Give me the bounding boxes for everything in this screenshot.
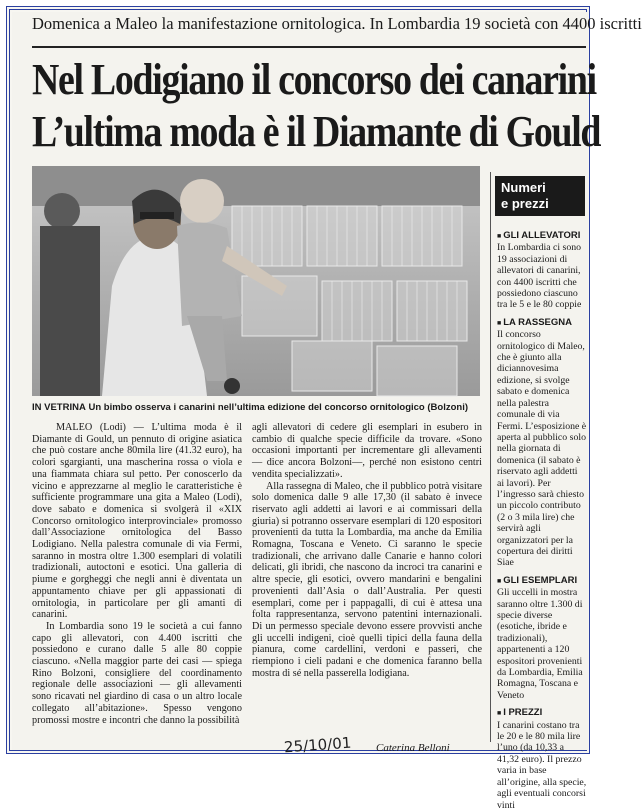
- photo-caption: [32, 402, 480, 414]
- article-column-2: [252, 422, 482, 679]
- sidebar-section-text: Il concorso ornitologico di Maleo, che è giunto alla diciannovesima edizione, si svolge sabato e domenica nella palestra comunale di via Fermi. L’esposizione è aperta al pubblico solo nella giornata di domenica (il sabato è riservato agli addetti ai lavori). Per l’ingresso sarà chiesto un piccolo contributo (2 o 3 mila lire) che servirà agli organizzatori per la copertura dei diritti Siae: [497, 329, 587, 569]
- article-column-1: [32, 422, 242, 726]
- newspaper-clipping: [12, 12, 642, 811]
- sidebar-section-text: In Lombardia ci sono 19 associazioni di allevatori di canarini, con 4400 iscritti che possiedono ciascuno tra le 5 e le 80 coppie: [497, 242, 582, 311]
- paragraph: agli allevatori di cedere gli esemplari in esubero in cambio di qualche specie difficile da trovare. «Sono occasioni importanti per incrementare gli allevamenti — dice ancora Bolzoni—, perché non esistono centri vendita specializzati».: [252, 422, 482, 480]
- sidebar-section-text: Gli uccelli in mostra saranno oltre 1.300 di specie diverse (esotiche, ibride e tradizionali), appartenenti a 120 espositori provenienti da Lombardia, Emilia Romagna, Toscana e Veneto: [497, 587, 583, 701]
- sidebar-title: [495, 176, 585, 216]
- sidebar-title-line-1: Numeri: [501, 180, 546, 195]
- caption-lead: IN VETRINA: [32, 402, 86, 413]
- sidebar-body: [497, 224, 587, 811]
- headline-line-2: L’ultima moda è il Diamante di Gould: [32, 107, 601, 156]
- paragraph: MALEO (Lodi) — L’ultima moda è il Diamante di Gould, un pennuto di origine asiatica che può costare anche 80mila lire (41.32 euro), ha colori sgargianti, una mascherina rossa o viola e una fiammata chiara sul petto. Per conoscerlo da vicino e apprezzarne al meglio le caratteristiche è sufficiente programmare una gita a Maleo (Lodi), dove sabato e domenica si svolgerà il «XIX Concorso ornitologico interprovinciale» promosso dall’Associazione ornitologica del Basso Lodigiano. Nella palestra comunale di via Fermi, saranno in mostra oltre 1.300 esemplari di volatili tradizionali, autoctoni e esotici. Una galleria di piume e gorgheggi che negli anni è diventata un appuntamento chiave per gli appassionati di ornitologia, in particolare per gli amanti di canarini.: [32, 422, 242, 621]
- sidebar-title-line-2: e prezzi: [501, 196, 549, 211]
- sidebar-section-text: I canarini costano tra le 20 e le 80 mila lire l’uno (da 10,33 a 41,32 euro). Il prezzo varia in base all’origine, alla specie, agli eventuali concorsi vinti: [497, 719, 587, 811]
- author-signature: Caterina Belloni: [376, 742, 450, 754]
- sidebar-section-title: ■ GLI ALLEVATORI: [497, 230, 587, 242]
- sidebar-section-title: ■ GLI ESEMPLARI: [497, 575, 587, 587]
- caption-text: Un bimbo osserva i canarini nell’ultima edizione del concorso ornitologico (Bolzoni): [88, 402, 469, 413]
- headline-line-1: Nel Lodigiano il concorso dei canarini: [32, 55, 596, 104]
- paragraph: Alla rassegna di Maleo, che il pubblico potrà visitare solo domenica dalle 9 alle 17,30 (il sabato è invece riservato agli addetti ai lavori e ai commissari della giuria) si potranno osservare esemplari di 120 espositori provenienti da tutta la Lombardia, ma anche da Emilia Romagna, Toscana e Veneto. Ci saranno le specie tradizionali, che arrivano dalle Canarie e hanno colori delicati, gli ibridi, che nascono da incroci tra canarini e altre specie, gli esotici, ovvero mandarini e bengalini provenienti dall’Asia o dall’Australia. Per questi esemplari, come per i pappagalli, di cui è attesa una folta rappresentanza, servono patentini internazionali. Di un permesso speciale devono essere provvisti anche gli uccelli indigeni, cioè quelli tipici della fauna della pianura, come cardellini, verdoni e passeri, che riempiono i cieli padani e che domenica faranno bella mostra di sé nella passerella lodigiana.: [252, 480, 482, 679]
- article-photo: [32, 166, 480, 396]
- divider: [32, 46, 586, 48]
- paragraph: In Lombardia sono 19 le società a cui fanno capo gli allevatori, con 4.400 iscritti che possiedono e curano dalle 5 alle 80 coppie ciascuno. «Nella maggior parte dei casi — spiega Rino Bolzoni, consigliere del coordinamento regionale delle associazioni — gli allevamenti sono ricavati nel giardino di casa o un altro locale collegato all’abitazione». Spesso vengono promossi mostre e incontri che danno la possibilità: [32, 620, 242, 726]
- sidebar-box: [490, 172, 589, 811]
- sidebar-section-title: ■ I PREZZI: [497, 707, 587, 719]
- sidebar-section-title: ■ LA RASSEGNA: [497, 317, 587, 329]
- handwritten-date: 25/10/01: [283, 733, 352, 757]
- article-kicker: Domenica a Maleo la manifestazione ornitologica. In Lombardia 19 società con 4400 iscritti: [32, 14, 642, 33]
- photo-illustration: [32, 166, 480, 396]
